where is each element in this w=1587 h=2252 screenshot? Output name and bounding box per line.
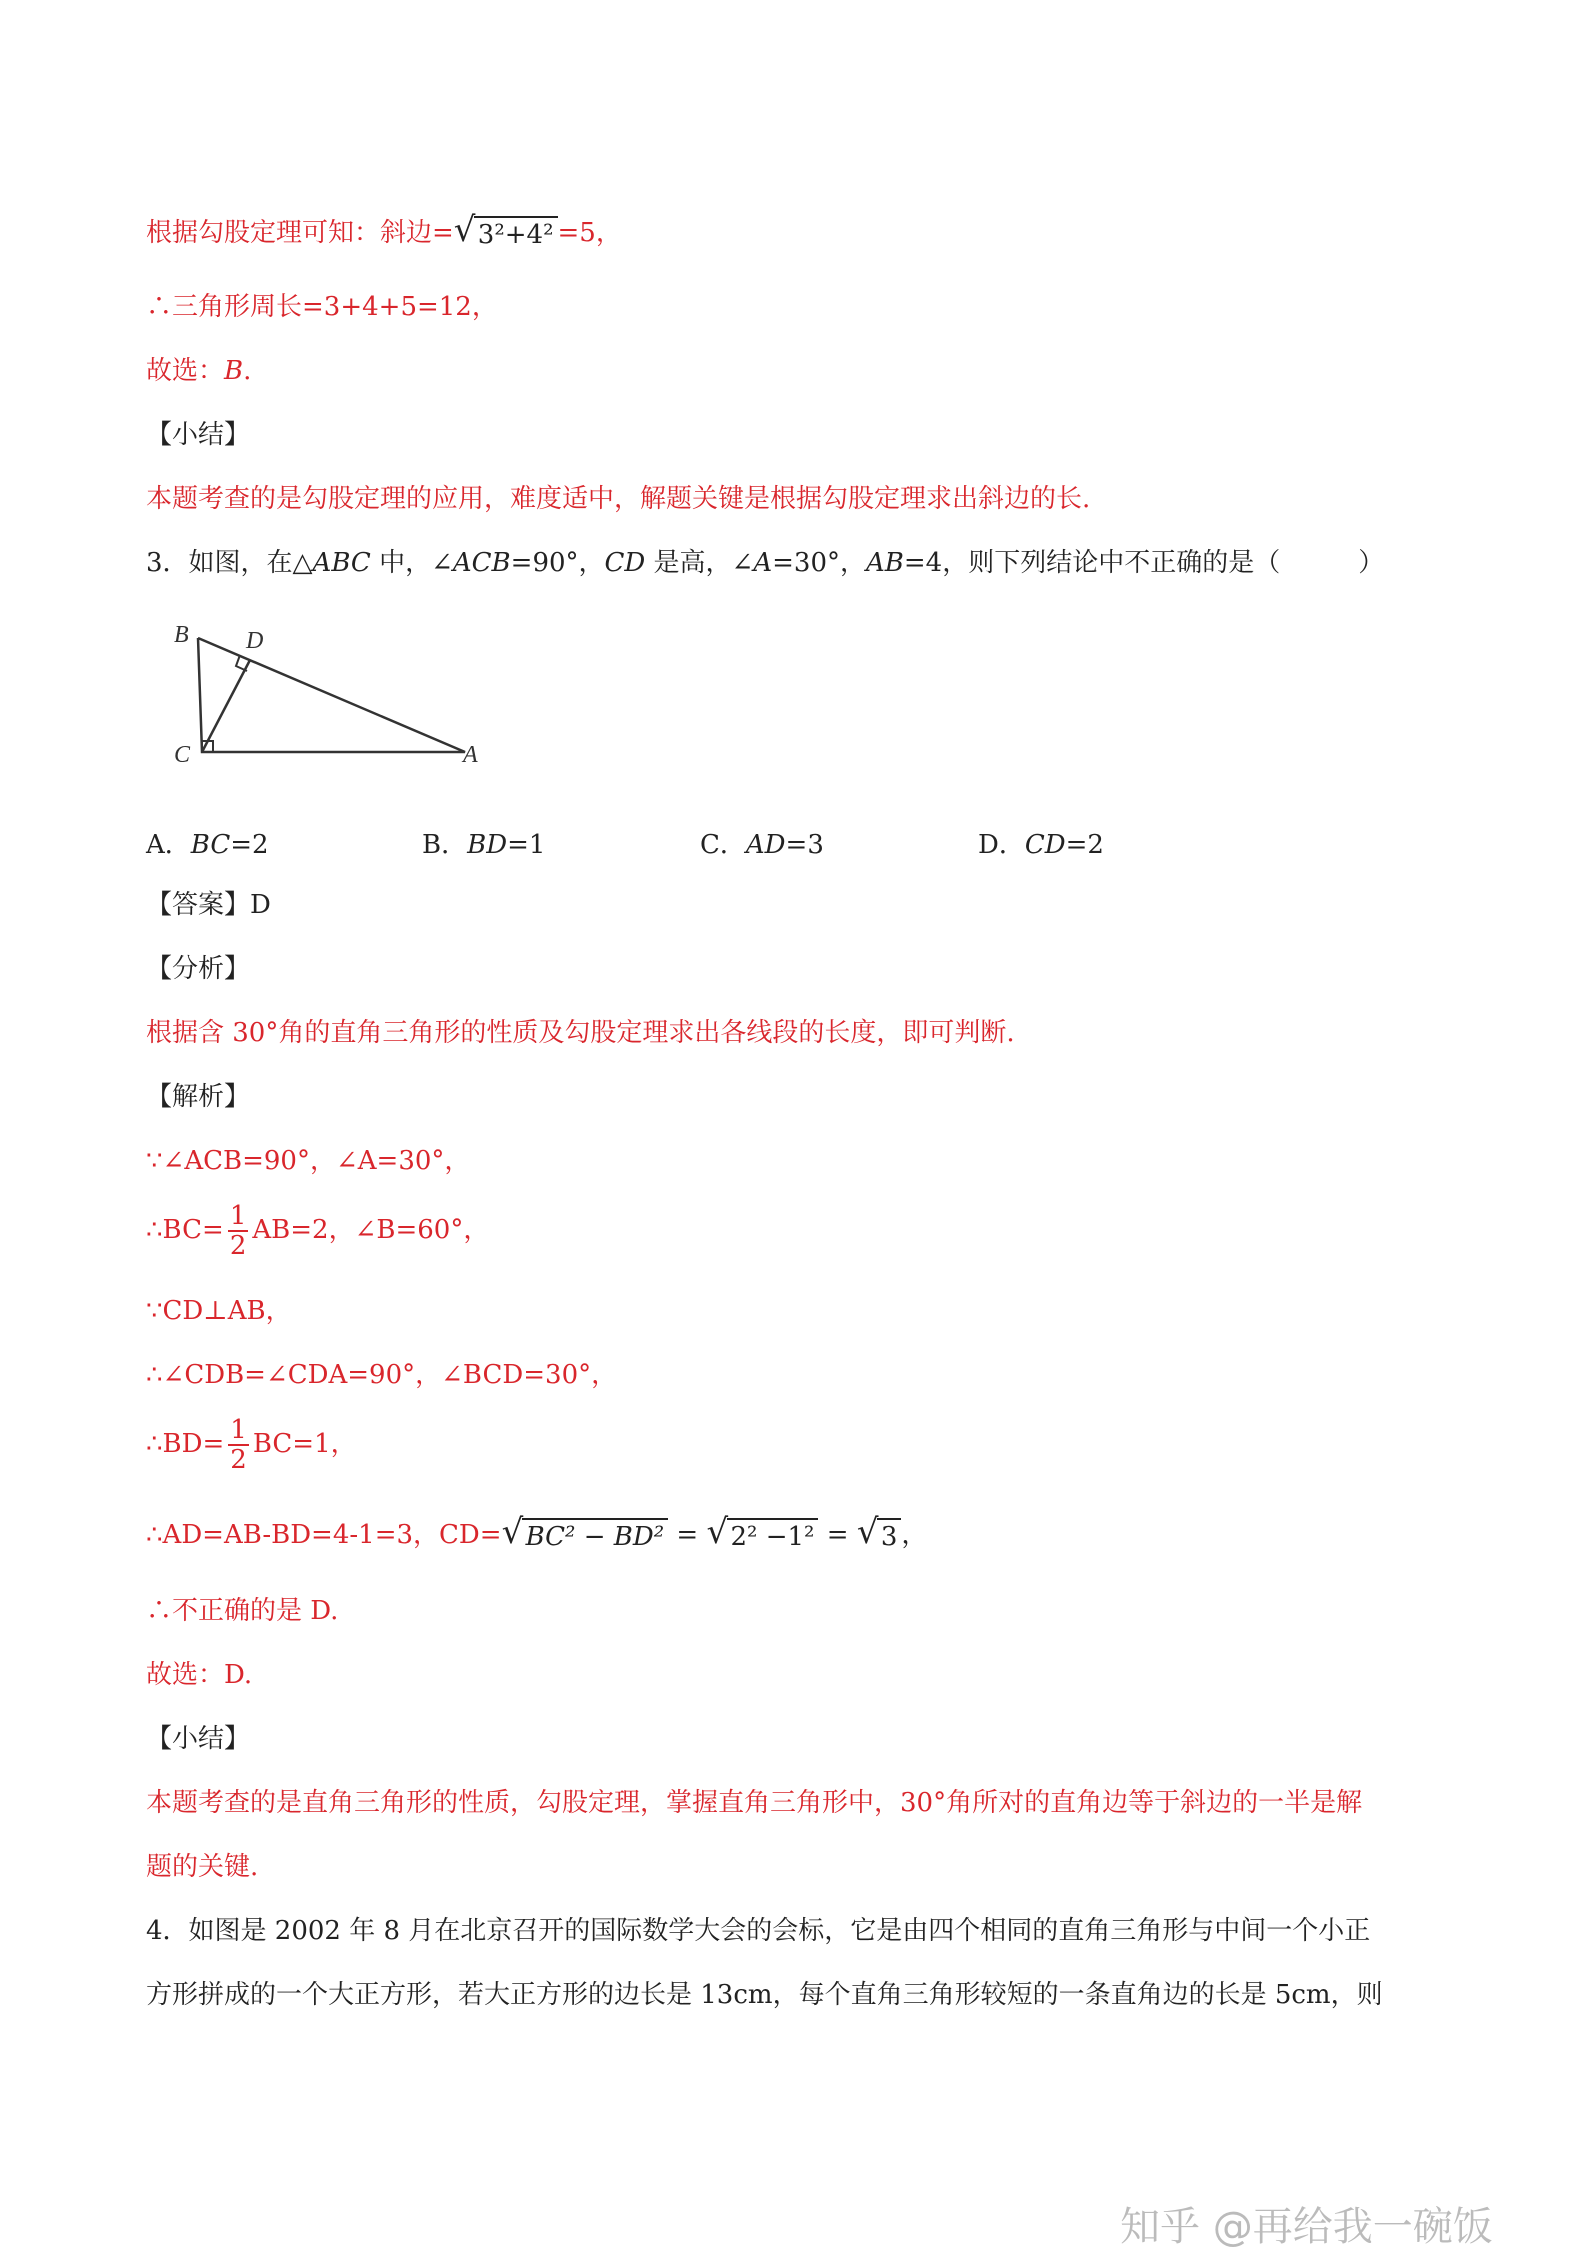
- radicand: 3: [877, 1518, 902, 1554]
- text: ABC: [312, 548, 371, 578]
- text: A．: [146, 830, 191, 860]
- text: =1: [507, 830, 546, 860]
- choice-c: [700, 824, 824, 861]
- text: =5，: [557, 218, 622, 248]
- fraction-half: [228, 1416, 249, 1474]
- sqrt-expression: √ BC² − BD²: [502, 1518, 669, 1554]
- text: AB: [866, 548, 904, 578]
- sec2-line-perimeter: ∴三角形周长=3+4+5=12，: [146, 292, 498, 322]
- text: D: [250, 890, 271, 920]
- text: CD: [604, 548, 646, 578]
- q3-summary-line-2: 题的关键.: [146, 1852, 259, 1882]
- text: 【答案】: [146, 890, 251, 920]
- text: =2: [1065, 830, 1104, 860]
- text: AB=2，∠B=60°，: [252, 1215, 490, 1245]
- text: A: [753, 548, 773, 578]
- sqrt-expression: √ 3²+4²: [454, 216, 558, 252]
- solution-step-3: ∵CD⊥AB，: [146, 1296, 292, 1326]
- denominator: 2: [229, 1231, 247, 1261]
- text: 故选：: [146, 356, 225, 386]
- triangle-abc: [198, 638, 465, 752]
- text: ∴AD=AB-BD=4-1=3，CD=: [146, 1520, 502, 1550]
- fraction-half: [228, 1202, 249, 1260]
- text: =: [818, 1520, 857, 1550]
- label-c: C: [174, 742, 191, 768]
- sec2-summary-heading: 【小结】: [146, 420, 251, 450]
- altitude-cd: [202, 660, 250, 752]
- text: CD: [1024, 830, 1066, 860]
- text: C．: [700, 830, 746, 860]
- text: B: [224, 356, 244, 386]
- sec2-summary-text: 本题考查的是勾股定理的应用，难度适中，解题关键是根据勾股定理求出斜边的长.: [146, 484, 1091, 514]
- sec2-line-choice: [146, 354, 251, 388]
- text: 根据勾股定理可知：斜边=: [146, 218, 454, 248]
- text: =90°，: [510, 548, 605, 578]
- answer-line: [146, 888, 271, 922]
- numerator: 1: [230, 1415, 247, 1445]
- text: 3．如图，在△: [146, 548, 313, 578]
- text: B．: [422, 830, 468, 860]
- label-b: B: [174, 622, 189, 648]
- watermark: 知乎 @再给我一碗饭: [1120, 2204, 1493, 2250]
- text: 中，∠: [370, 548, 453, 578]
- solution-step-6: [146, 1512, 928, 1554]
- solution-step-8: 故选：D.: [146, 1660, 253, 1690]
- choice-a: [146, 824, 269, 861]
- text: =4，则下列结论中不正确的是（ ）: [903, 548, 1385, 578]
- q4-line-1: 4．如图是 2002 年 8 月在北京召开的国际数学大会的会标，它是由四个相同的直角三角形与中间一个小正: [146, 1916, 1371, 1946]
- text: ∴BC=: [146, 1215, 224, 1245]
- solution-step-1: ∵∠ACB=90°，∠A=30°，: [146, 1146, 471, 1176]
- text: .: [243, 356, 252, 386]
- text: ACB: [452, 548, 511, 578]
- q3-summary-heading: 【小结】: [146, 1724, 251, 1754]
- denominator: 2: [230, 1445, 247, 1475]
- text: =3: [785, 830, 824, 860]
- text: D．: [978, 830, 1025, 860]
- text: 是高，∠: [645, 548, 754, 578]
- text: =: [668, 1520, 707, 1550]
- solution-step-7: ∴不正确的是 D.: [146, 1596, 339, 1626]
- label-a: A: [463, 742, 478, 768]
- solution-step-4: ∴∠CDB=∠CDA=90°，∠BCD=30°，: [146, 1360, 618, 1390]
- text: BC: [190, 830, 231, 860]
- radicand: 3²+4²: [474, 216, 558, 252]
- solution-heading: 【解析】: [146, 1082, 251, 1112]
- text: =2: [230, 830, 269, 860]
- radicand: BC² − BD²: [522, 1518, 669, 1554]
- sqrt-expression: √ 2² −1²: [707, 1518, 819, 1554]
- text: ∴BD=: [146, 1429, 225, 1459]
- label-d: D: [246, 628, 264, 654]
- text: AD: [745, 830, 786, 860]
- text: =30°，: [772, 548, 866, 578]
- analysis-text: 根据含 30°角的直角三角形的性质及勾股定理求出各线段的长度，即可判断.: [146, 1018, 1015, 1048]
- text: ，: [901, 1520, 928, 1550]
- choice-d: [978, 824, 1104, 861]
- q3-summary-line-1: 本题考查的是直角三角形的性质，勾股定理，掌握直角三角形中，30°角所对的直角边等于斜边的一半是解: [146, 1788, 1363, 1818]
- analysis-heading: 【分析】: [146, 954, 251, 984]
- solution-step-2: [146, 1200, 489, 1260]
- sqrt-expression: √ 3: [857, 1518, 902, 1554]
- text: BC=1，: [252, 1429, 357, 1459]
- q3-stem: [146, 546, 1384, 580]
- triangle-figure: [160, 612, 500, 782]
- text: BD: [467, 830, 508, 860]
- choice-b: [422, 824, 545, 861]
- radicand: 2² −1²: [727, 1518, 819, 1554]
- numerator: 1: [229, 1201, 247, 1231]
- q4-line-2: 方形拼成的一个大正方形，若大正方形的边长是 13cm，每个直角三角形较短的一条直角边的长是 5cm，则: [146, 1980, 1383, 2010]
- sec2-line-hypotenuse: [146, 210, 622, 252]
- solution-step-5: [146, 1414, 357, 1474]
